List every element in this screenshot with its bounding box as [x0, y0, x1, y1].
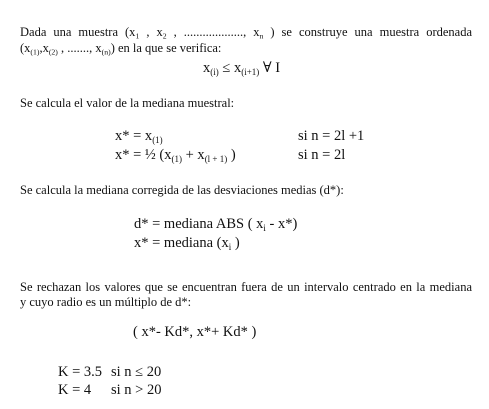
order-inequality: $x_{(i)} \le x_{(i+1)}$ ∀ I [203, 60, 281, 78]
mad-heading: Se calcula la mediana corregida de las desviaciones medias (d*): [20, 183, 344, 197]
rejection-interval: ( x*- Kd*, x*+ Kd* ) [133, 324, 257, 340]
reject-line-1: Se rechazan los valores que se encuentran fuera de un intervalo centrado en la mediana [20, 280, 472, 294]
intro-line-1: Dada una muestra ($x_1$ , $x_2$ , ..................., $x_n$ ) se construye una muestra ordenada [20, 25, 473, 41]
mad-equation: d* = mediana ABS ( $x_i - x*$) [134, 216, 298, 234]
median-heading: Se calcula el valor de la mediana muestral: [20, 96, 235, 110]
reject-line-2: y cuyo radio es un múltiplo de d*: [20, 295, 192, 309]
median-equation-even: x* = ½ ($x_{(1)} + x_{(l + 1)}$ ) [115, 147, 236, 165]
k-condition-small-n: si n ≤ 20 [111, 364, 162, 380]
median-condition-odd: si n = 2l +1 [298, 128, 365, 144]
median-condition-even: si n = 2l [298, 147, 346, 163]
k-value-large-n: K = 4 [58, 382, 92, 398]
median-xi-equation: x* = mediana ($x_i$ ) [134, 235, 240, 253]
k-condition-large-n: si n > 20 [111, 382, 162, 398]
median-equation-odd: $x* = x_{(1)}$ [115, 128, 163, 146]
k-value-small-n: K = 3.5 [58, 364, 103, 380]
intro-line-2: ($x_{(1)},x_{(2)}$ , ......., $x_{(n)}$) en la que se verifica: [20, 41, 222, 57]
